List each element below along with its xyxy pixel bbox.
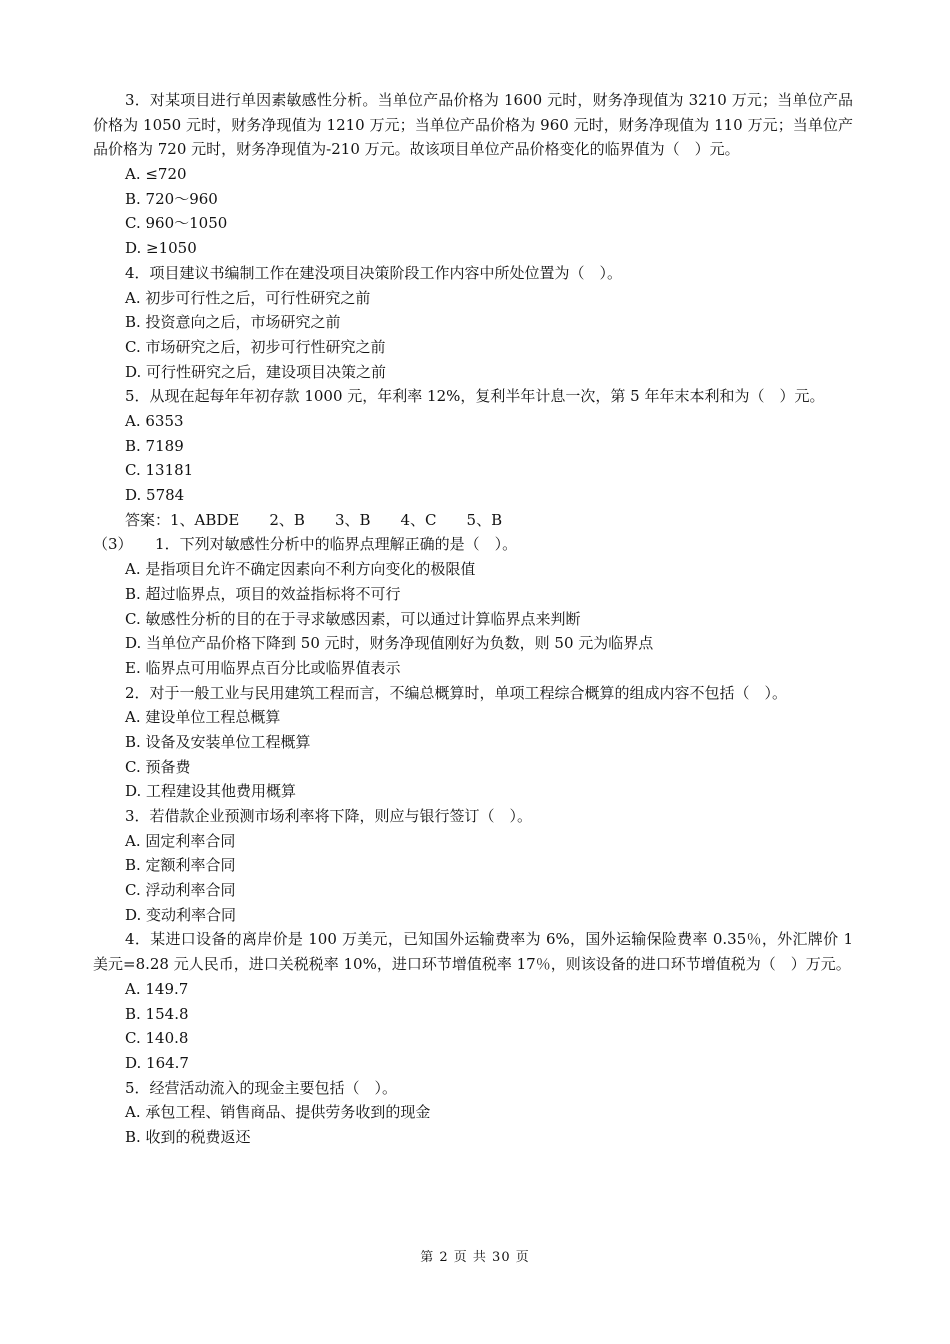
text-line: A. 初步可行性之后，可行性研究之前	[125, 288, 371, 307]
text-line: 5．从现在起每年年初存款 1000 元，年利率 12%，复利半年计息一次，第 5 年年末本利和为（ ）元。	[125, 387, 825, 406]
text-line: C. 预备费	[125, 757, 191, 776]
text-line: 2．对于一般工业与民用建筑工程而言，不编总概算时，单项工程综合概算的组成内容不包括（ ）。	[125, 683, 788, 702]
text-line: D. 变动利率合同	[125, 905, 237, 924]
text-line: E. 临界点可用临界点百分比或临界值表示	[125, 658, 401, 677]
text-line: A. 149.7	[125, 979, 189, 998]
text-line: B. 7189	[125, 436, 184, 455]
text-line: D. 5784	[125, 486, 185, 505]
text-line: A. ≤720	[125, 165, 187, 184]
text-line: A. 是指项目允许不确定因素向不利方向变化的极限值	[125, 560, 476, 579]
text-line: 3．若借款企业预测市场利率将下降，则应与银行签订（ ）。	[125, 807, 533, 825]
text-line: D. ≥1050	[125, 239, 197, 258]
text-line: 答案：1、ABDE 2、B 3、B 4、C 5、B	[125, 510, 503, 529]
text-line: A. 6353	[125, 412, 184, 430]
text-line: C. 浮动利率合同	[125, 881, 236, 900]
text-line: D. 164.7	[125, 1053, 189, 1072]
text-line: B. 设备及安装单位工程概算	[125, 732, 311, 751]
text-line: B. 收到的税费返还	[125, 1127, 251, 1146]
text-line: 4．项目建议书编制工作在建没项目决策阶段工作内容中所处位置为（ ）。	[125, 263, 623, 282]
page-footer: 第 2 页 共 30 页	[420, 1250, 530, 1265]
document-page	[93, 88, 853, 1150]
text-line: C. 市场研究之后，初步可行性研究之前	[125, 337, 386, 356]
text-line: B. 154.8	[125, 1004, 189, 1023]
text-line: A. 建设单位工程总概算	[125, 708, 281, 727]
text-line: C. 13181	[125, 461, 194, 480]
text-line: （3） 1．下列对敏感性分析中的临界点理解正确的是（ ）。	[93, 535, 518, 554]
text-line: 4．某进口设备的离岸价是 100 万美元，已知国外运输费率为 6%，国外运输保险费率 0.35％，外汇牌价 1 美元=8.28 元人民币，进口关税税率 10%，进口环节增值税率 17％，则该设备的进口环节增值税为（ ）万元。	[93, 930, 853, 974]
text-line: D. 当单位产品价格下降到 50 元时，财务净现值刚好为负数，则 50 元为临界点	[125, 634, 654, 653]
text-line: C. 敏感性分析的目的在于寻求敏感因素，可以通过计算临界点来判断	[125, 609, 581, 628]
text-line: B. 720～960	[125, 189, 218, 208]
text-line: A. 固定利率合同	[125, 831, 236, 850]
text-line: D. 可行性研究之后，建设项目决策之前	[125, 362, 387, 381]
text-line: C. 960～1050	[125, 214, 228, 233]
text-line: C. 140.8	[125, 1029, 189, 1048]
text-line: B. 定额利率合同	[125, 856, 236, 875]
text-line: B. 投资意向之后，市场研究之前	[125, 313, 341, 332]
text-line: B. 超过临界点，项目的效益指标将不可行	[125, 584, 401, 603]
text-line: 5．经营活动流入的现金主要包括（ ）。	[125, 1078, 398, 1097]
text-line: 3．对某项目进行单因素敏感性分析。当单位产品价格为 1600 元时，财务净现值为 3210 万元；当单位产品价格为 1050 元时，财务净现值为 1210 万元；当单位产品价格为 960 元时，财务净现值为 110 万元；当单位产品价格为 720 元时，财务净现值为-210 万元。故该项目单位产品价格变化的临界值为（ ）元。	[93, 91, 853, 159]
text-line: A. 承包工程、销售商品、提供劳务收到的现金	[125, 1103, 431, 1122]
text-line: D. 工程建设其他费用概算	[125, 782, 297, 801]
